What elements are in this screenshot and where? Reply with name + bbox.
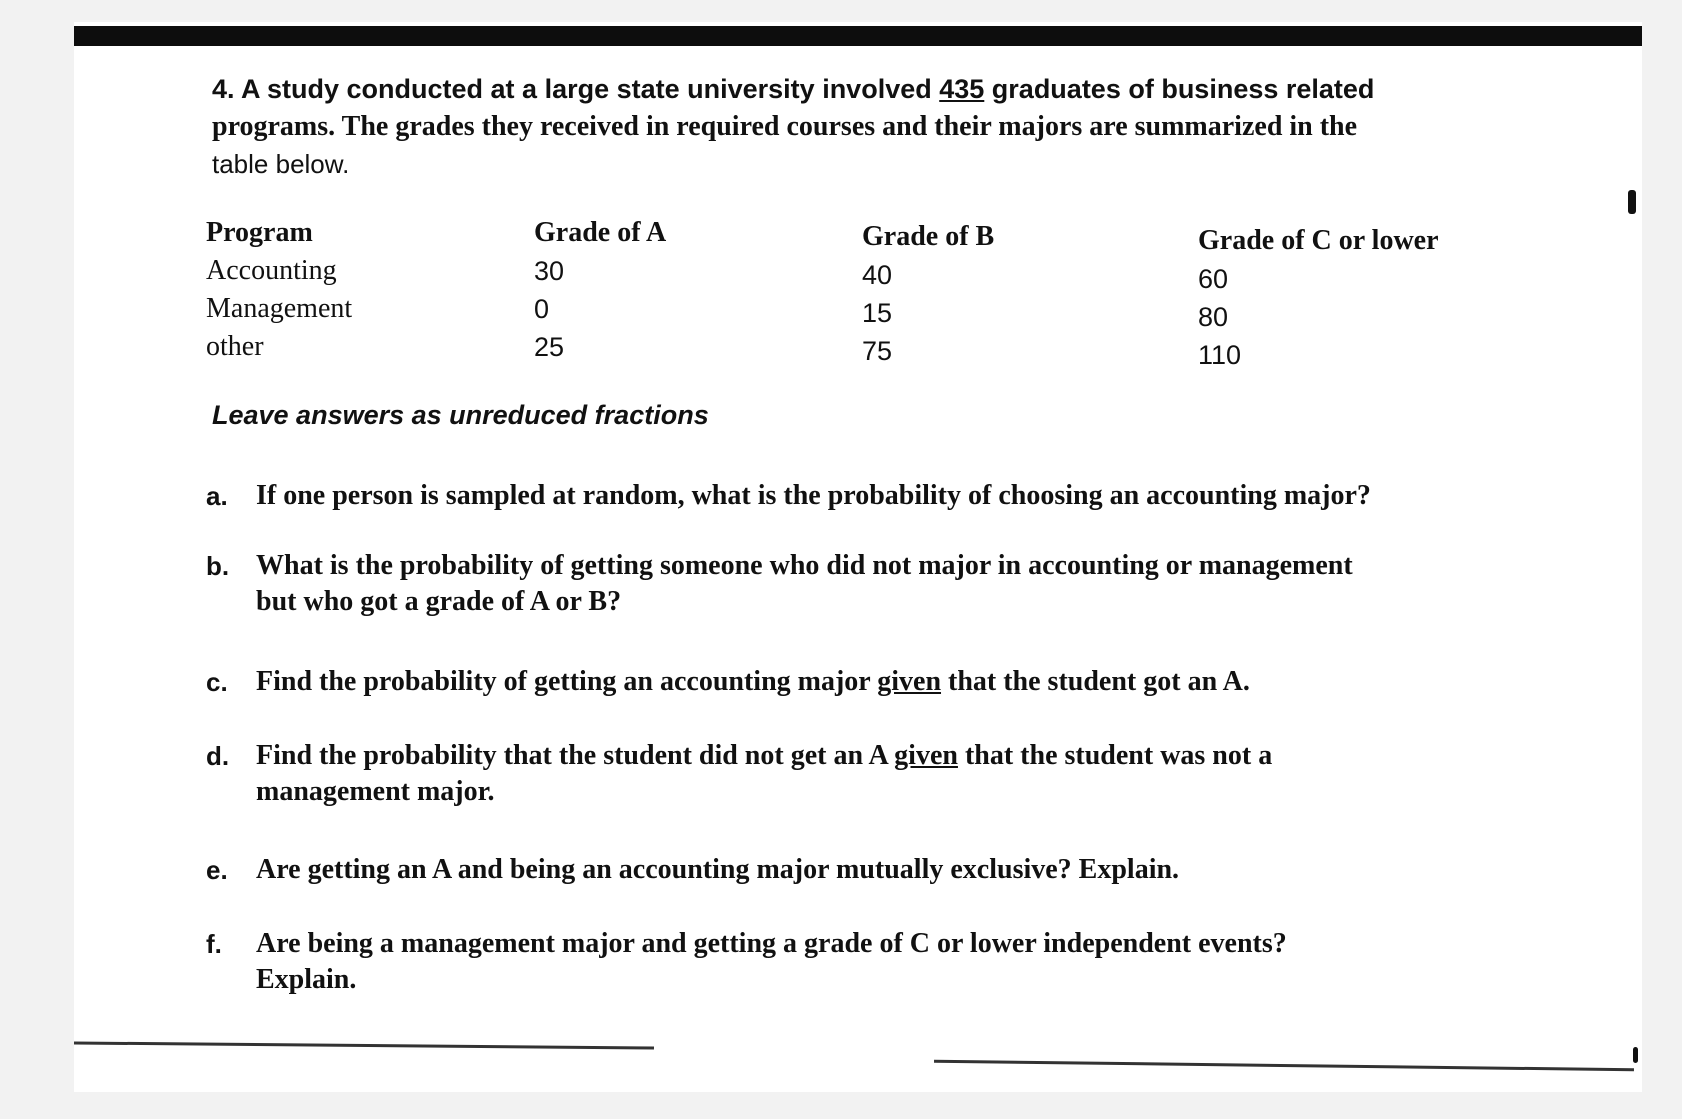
margin-mark [1628,190,1636,214]
top-rule [74,26,1642,46]
table-column-grade-a [534,214,666,366]
table-column-grade-c [1198,222,1439,374]
table-cell: 80 [1198,302,1229,332]
question-fragment: Find the probability that the student did not get an A [256,740,895,771]
question-line: management major. [256,776,495,807]
question-letter: f. [206,929,222,959]
question-line: Are being a management major and getting a grade of C or lower independent events? [256,928,1287,959]
question-fragment: that the student was not a [957,740,1273,771]
question-letter: c. [206,667,228,697]
problem-number: 4. [212,74,235,104]
question-text [256,548,1353,620]
question-line: but who got a grade of A or B? [256,586,622,617]
question-letter: b. [206,551,230,581]
table-cell: 75 [862,336,893,366]
table-cell: Accounting [206,255,337,286]
table-cell: 40 [862,260,893,290]
question-letter: e. [206,855,228,885]
question-fragment: that the student got an A. [941,666,1250,697]
table-cell: 0 [534,294,550,324]
given-underline: given [894,740,958,771]
problem-intro [212,70,1512,108]
question-letter: d. [206,741,230,771]
question-text [256,664,1250,700]
question-letter: a. [206,481,228,511]
question-fragment: Find the probability of getting an accounting major [256,666,878,697]
intro-text: graduates of business related [984,74,1375,104]
question-line: What is the probability of getting someone who did not major in accounting or management [256,550,1353,581]
table-column-program [206,214,352,366]
intro-text: A study conducted at a large state university involved [241,74,940,104]
given-underline: given [877,666,942,697]
intro-line: programs. The grades they received in required courses and their majors are summarized in the [212,111,1358,142]
question-text [256,926,1287,998]
table-header: Grade of C or lower [1198,225,1439,256]
table-cell: Management [206,293,353,324]
question-text [256,738,1272,810]
question-text: Are getting an A and being an accounting major mutually exclusive? Explain. [256,854,1180,885]
table-cell: 25 [534,332,565,362]
margin-mark [1633,1047,1638,1063]
table-column-grade-b [862,218,994,370]
instruction-text: Leave answers as unreduced fractions [212,400,709,430]
graduate-count: 435 [939,74,985,104]
table-cell: 60 [1198,264,1229,294]
table-cell: 15 [862,298,893,328]
table-cell: 30 [534,256,565,286]
question-text: If one person is sampled at random, what is the probability of choosing an accounting major? [256,480,1371,511]
table-header: Grade of B [862,221,995,252]
table-cell: 110 [1198,340,1242,370]
table-header: Grade of A [534,217,667,248]
table-cell: other [206,331,264,362]
question-line: Explain. [256,964,357,995]
intro-line: table below. [212,149,350,179]
table-header: Program [206,217,313,248]
